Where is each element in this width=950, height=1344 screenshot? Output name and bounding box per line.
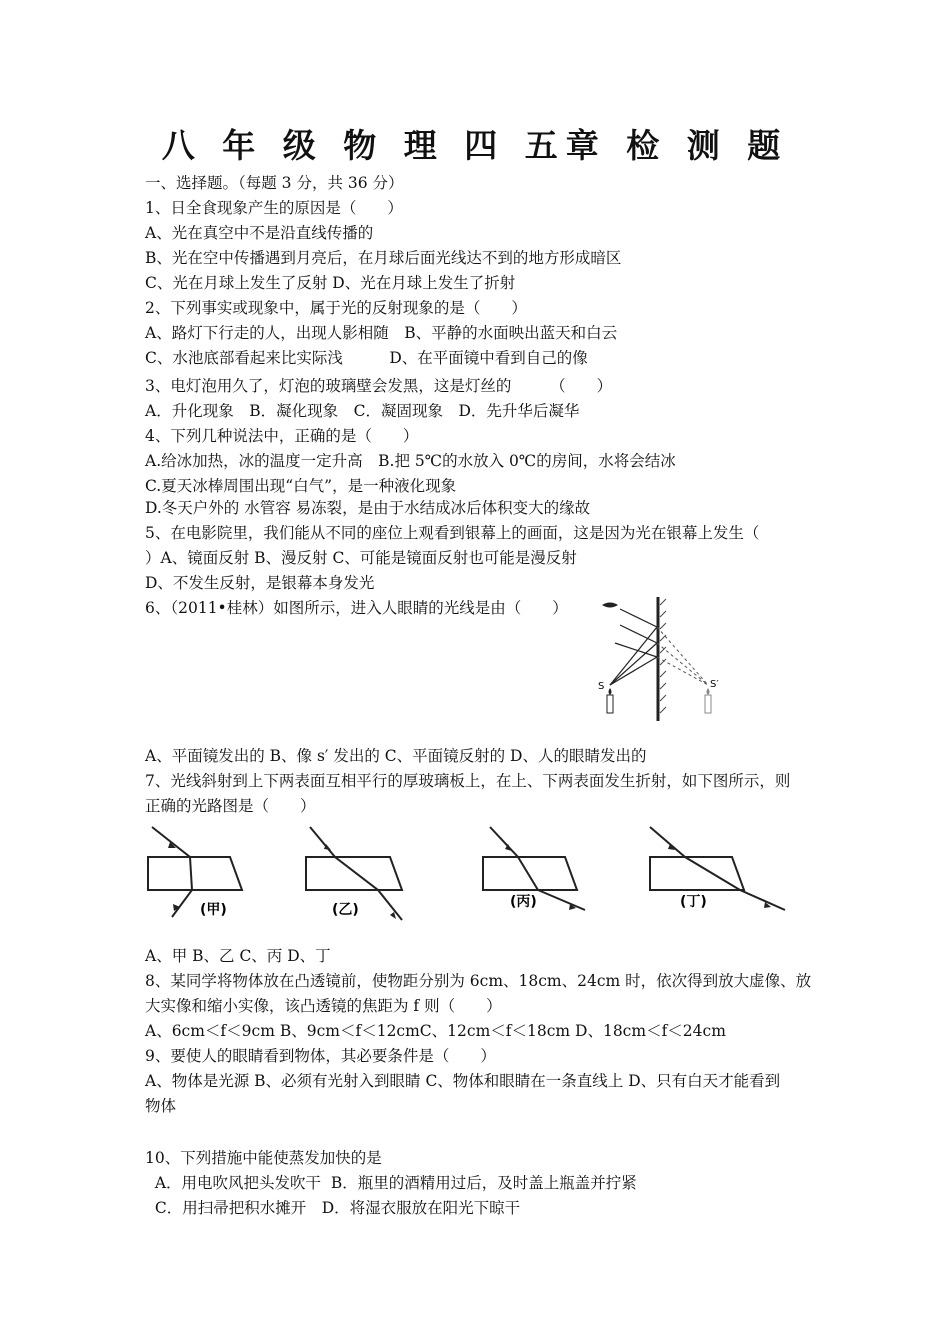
question-1-option-b: B、光在空中传播遇到月亮后，在月球后面光线达不到的地方形成暗区: [145, 249, 622, 267]
question-7-continued: 正确的光路图是（ ）: [145, 797, 316, 815]
question-10-options-cd: C．用扫帚把积水摊开 D．将湿衣服放在阳光下晾干: [145, 1199, 521, 1217]
question-6-options: A、平面镜发出的 B、像 s′ 发出的 C、平面镜反射的 D、人的眼睛发出的: [145, 747, 647, 765]
question-2: 2、下列事实或现象中，属于光的反射现象的是（ ）: [145, 299, 527, 317]
section-header: 一、选择题。（每题 3 分，共 36 分）: [145, 174, 404, 192]
question-5-option-d: D、不发生反射，是银幕本身发光: [145, 574, 375, 592]
figure-7-glass-slab-diagrams: [140, 822, 790, 927]
question-9-options-continued: 物体: [145, 1097, 177, 1115]
question-6: 6、（2011•桂林）如图所示，进入人眼睛的光线是由（ ）: [145, 599, 568, 617]
question-8-options: A、6cm＜f＜9cm B、9cm＜f＜12cmC、12cm＜f＜18cm D、18cm＜f＜24cm: [145, 1022, 726, 1040]
figure-6-mirror-diagram: [590, 595, 730, 725]
question-9-options: A、物体是光源 B、必须有光射入到眼睛 C、物体和眼睛在一条直线上 D、只有白天才能看到: [145, 1072, 781, 1090]
question-5-options-abc: ）A、镜面反射 B、漫反射 C、可能是镜面反射也可能是漫反射: [145, 549, 577, 567]
question-4-options-ab: A.给冰加热，冰的温度一定升高 B.把 5℃的水放入 0℃的房间，水将会结冰: [145, 452, 676, 470]
question-7: 7、光线斜射到上下两表面互相平行的厚玻璃板上，在上、下两表面发生折射，如下图所示，则: [145, 772, 791, 790]
question-4-option-c: C.夏天冰棒周围出现“白气”，是一种液化现象: [145, 477, 457, 495]
question-10: 10、下列措施中能使蒸发加快的是: [145, 1149, 382, 1167]
question-7-options: A、甲 B、乙 C、丙 D、丁: [145, 947, 331, 965]
question-4: 4、下列几种说法中，正确的是（ ）: [145, 427, 419, 445]
question-3-options: A．升化现象 B．凝化现象 C．凝固现象 D．先升华后凝华: [145, 402, 580, 420]
question-2-options-cd: C、水池底部看起来比实际浅 D、在平面镜中看到自己的像: [145, 349, 588, 367]
question-8: 8、某同学将物体放在凸透镜前，使物距分别为 6cm、18cm、24cm 时，依次得到放大虚像、放: [145, 972, 812, 990]
page-title: 八 年 级 物 理 四 五章 检 测 题: [161, 126, 789, 165]
eye-icon: [602, 603, 618, 608]
question-2-options-ab: A、路灯下行走的人，出现人影相随 B、平静的水面映出蓝天和白云: [145, 324, 618, 342]
image-label: S′: [710, 679, 719, 690]
label-yi: (乙): [332, 902, 359, 918]
question-1: 1、日全食现象产生的原因是（ ）: [145, 199, 403, 217]
label-ding: (丁): [680, 894, 707, 910]
question-1-option-cd: C、光在月球上发生了反射 D、光在月球上发生了折射: [145, 274, 516, 292]
question-9: 9、要使人的眼睛看到物体，其必要条件是（ ）: [145, 1047, 496, 1065]
question-8-continued: 大实像和缩小实像，该凸透镜的焦距为 f 则（ ）: [145, 997, 502, 1015]
label-bing: (丙): [510, 894, 537, 910]
label-jia: (甲): [200, 902, 227, 918]
question-5: 5、在电影院里，我们能从不同的座位上观看到银幕上的画面，这是因为光在银幕上发生（: [145, 524, 760, 542]
question-1-option-a: A、光在真空中不是沿直线传播的: [145, 224, 374, 242]
question-3: 3、电灯泡用久了，灯泡的玻璃壁会发黑，这是灯丝的 （ ）: [145, 377, 613, 395]
question-4-option-d: D.冬天户外的 水管容 易冻裂，是由于水结成冰后体积变大的缘故: [145, 499, 591, 517]
question-10-options-ab: A．用电吹风把头发吹干 B．瓶里的酒精用过后，及时盖上瓶盖并拧紧: [145, 1174, 637, 1192]
source-label: S: [598, 681, 605, 692]
